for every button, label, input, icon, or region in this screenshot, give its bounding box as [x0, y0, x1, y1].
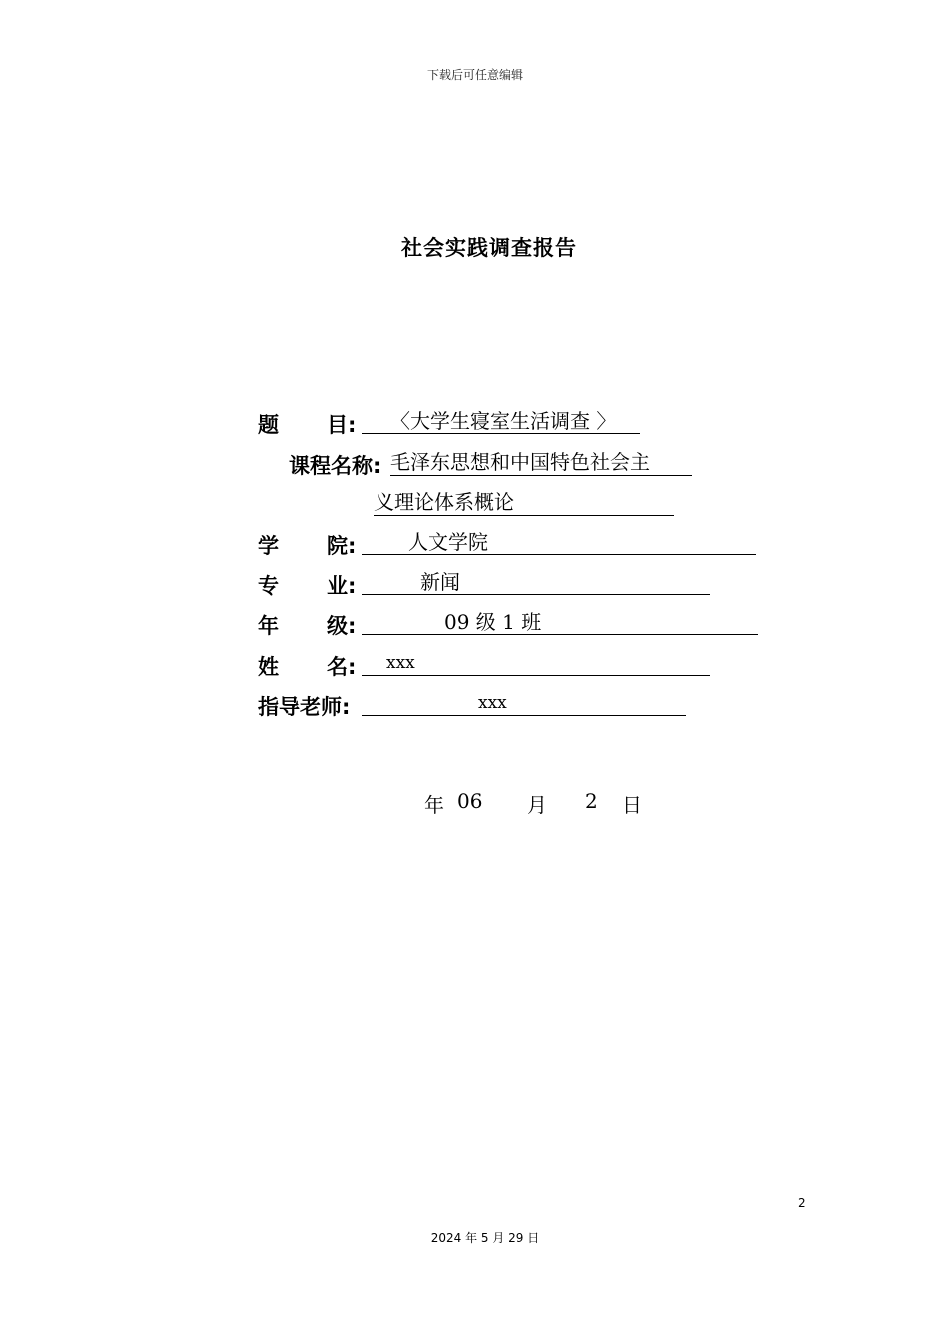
course-field-line1: 毛泽东思想和中国特色社会主: [390, 449, 692, 476]
college-label-part1: 学: [258, 534, 279, 558]
grade-label-part2: 级:: [327, 614, 357, 638]
college-field: 人文学院: [362, 529, 756, 555]
page-header: 下载后可任意编辑: [426, 68, 523, 82]
major-label-part2: 业:: [327, 574, 357, 598]
date-month-label: 月: [527, 793, 547, 817]
report-title: 社会实践调查报告: [401, 236, 577, 260]
topic-label-part1: 题: [258, 413, 279, 437]
advisor-label: 指导老师:: [258, 695, 351, 719]
course-field-line2: 义理论体系概论: [374, 489, 674, 516]
page-footer: 2024 年 5 月 29 日: [430, 1231, 540, 1245]
major-label-part1: 专: [258, 574, 279, 598]
date-year-label: 年: [424, 793, 444, 817]
name-field: xxx: [362, 650, 710, 676]
topic-label-part2: 目:: [327, 413, 357, 437]
advisor-field: xxx: [362, 690, 686, 716]
page-number: 2: [798, 1196, 806, 1210]
college-label-part2: 院:: [327, 534, 357, 558]
date-day-label: 日: [622, 793, 642, 817]
course-label: 课程名称:: [289, 454, 382, 478]
grade-field: 09 级 1 班: [362, 609, 758, 635]
date-month-value: 06: [457, 789, 483, 813]
topic-field: 〈大学生寝室生活调查 〉: [362, 408, 640, 434]
major-field: 新闻: [362, 569, 710, 595]
grade-label-part1: 年: [258, 614, 279, 638]
name-label-part2: 名:: [327, 655, 357, 679]
date-day-value: 2: [585, 789, 598, 813]
name-label-part1: 姓: [258, 655, 279, 679]
